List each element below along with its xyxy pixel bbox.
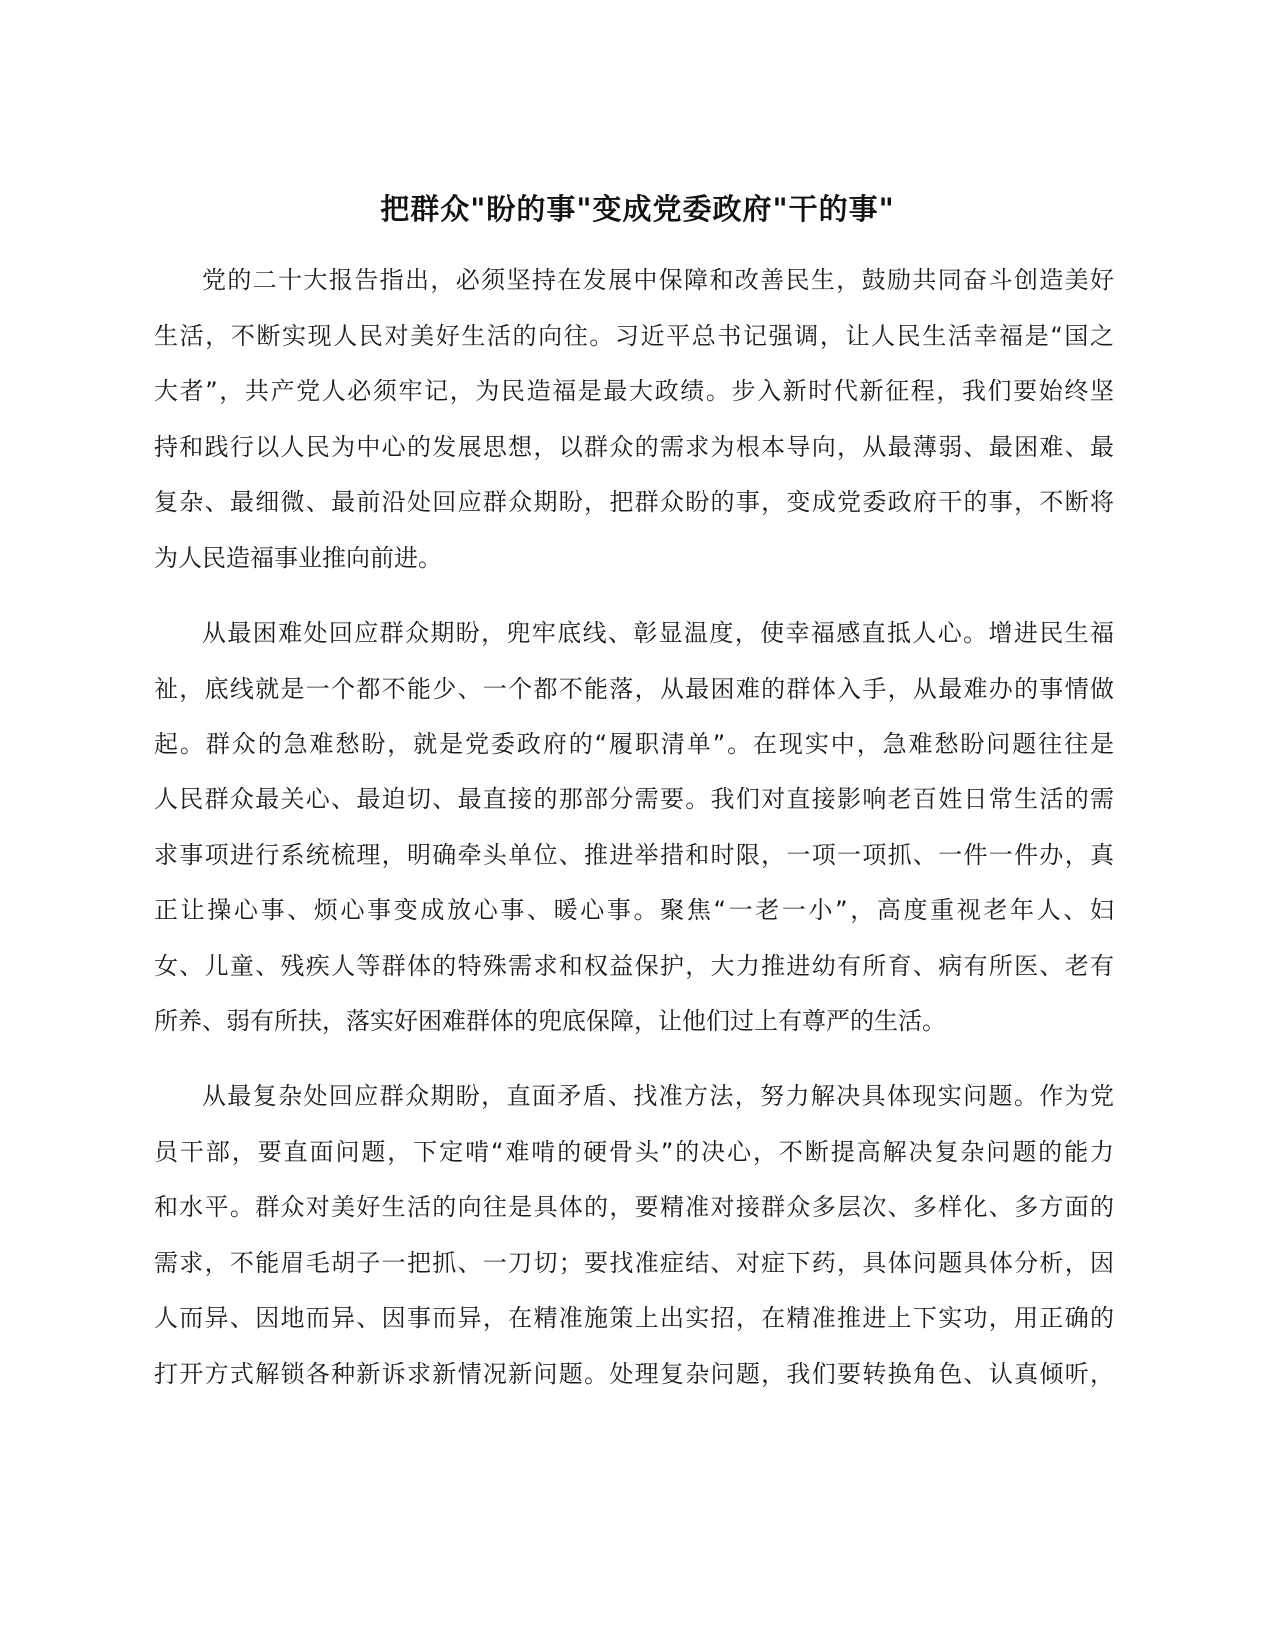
paragraph-3-line-1: 从最复杂处回应群众期盼，直面矛盾、找准方法，努力解决具体现实问题。作为党 [202,1082,1114,1110]
paragraph-2-line-1: 从最困难处回应群众期盼，兜牢底线、彰显温度，使幸福感直抵人心。增进民生福 [202,619,1114,647]
paragraph-2-line-5: 求事项进行系统梳理，明确牵头单位、推进举措和时限，一项一项抓、一件一件办，真 [154,841,1114,869]
paragraph-1-line-3: 大者”，共产党人必须牢记，为民造福是最大政绩。步入新时代新征程，我们要始终坚 [154,377,1114,405]
paragraph-1-line-2: 生活，不断实现人民对美好生活的向往。习近平总书记强调，让人民生活幸福是“国之 [154,322,1114,350]
paragraph-1-line-1: 党的二十大报告指出，必须坚持在发展中保障和改善民生，鼓励共同奋斗创造美好 [202,266,1114,294]
paragraph-1-line-4: 持和践行以人民为中心的发展思想，以群众的需求为根本导向，从最薄弱、最困难、最 [154,433,1114,461]
paragraph-1-line-5: 复杂、最细微、最前沿处回应群众期盼，把群众盼的事，变成党委政府干的事，不断将 [154,488,1114,516]
paragraph-2-line-8: 所养、弱有所扶，落实好困难群体的兜底保障，让他们过上有尊严的生活。 [154,1007,946,1035]
paragraph-1-line-6: 为人民造福事业推向前进。 [154,544,442,572]
paragraph-3-line-5: 人而异、因地而异、因事而异，在精准施策上出实招，在精准推进上下实功，用正确的 [154,1304,1114,1332]
paragraph-3-line-3: 和水平。群众对美好生活的向往是具体的，要精准对接群众多层次、多样化、多方面的 [154,1193,1114,1221]
paragraph-3-line-4: 需求，不能眉毛胡子一把抓、一刀切；要找准症结、对症下药，具体问题具体分析，因 [154,1249,1114,1277]
paragraph-2-line-2: 祉，底线就是一个都不能少、一个都不能落，从最困难的群体入手，从最难办的事情做 [154,675,1114,703]
document-title: 把群众"盼的事"变成党委政府"干的事" [380,192,895,226]
paragraph-3-line-2: 员干部，要直面问题，下定啃“难啃的硬骨头”的决心，不断提高解决复杂问题的能力 [154,1138,1114,1166]
paragraph-2-line-3: 起。群众的急难愁盼，就是党委政府的“履职清单”。在现实中，急难愁盼问题往往是 [154,730,1114,758]
paragraph-2-line-4: 人民群众最关心、最迫切、最直接的那部分需要。我们对直接影响老百姓日常生活的需 [154,785,1114,813]
paragraph-2-line-6: 正让操心事、烦心事变成放心事、暖心事。聚焦“一老一小”，高度重视老年人、妇 [154,896,1114,924]
paragraph-2-line-7: 女、儿童、残疾人等群体的特殊需求和权益保护，大力推进幼有所育、病有所医、老有 [154,952,1114,980]
paragraph-3-line-6: 打开方式解锁各种新诉求新情况新问题。处理复杂问题，我们要转换角色、认真倾听， [154,1360,1114,1388]
